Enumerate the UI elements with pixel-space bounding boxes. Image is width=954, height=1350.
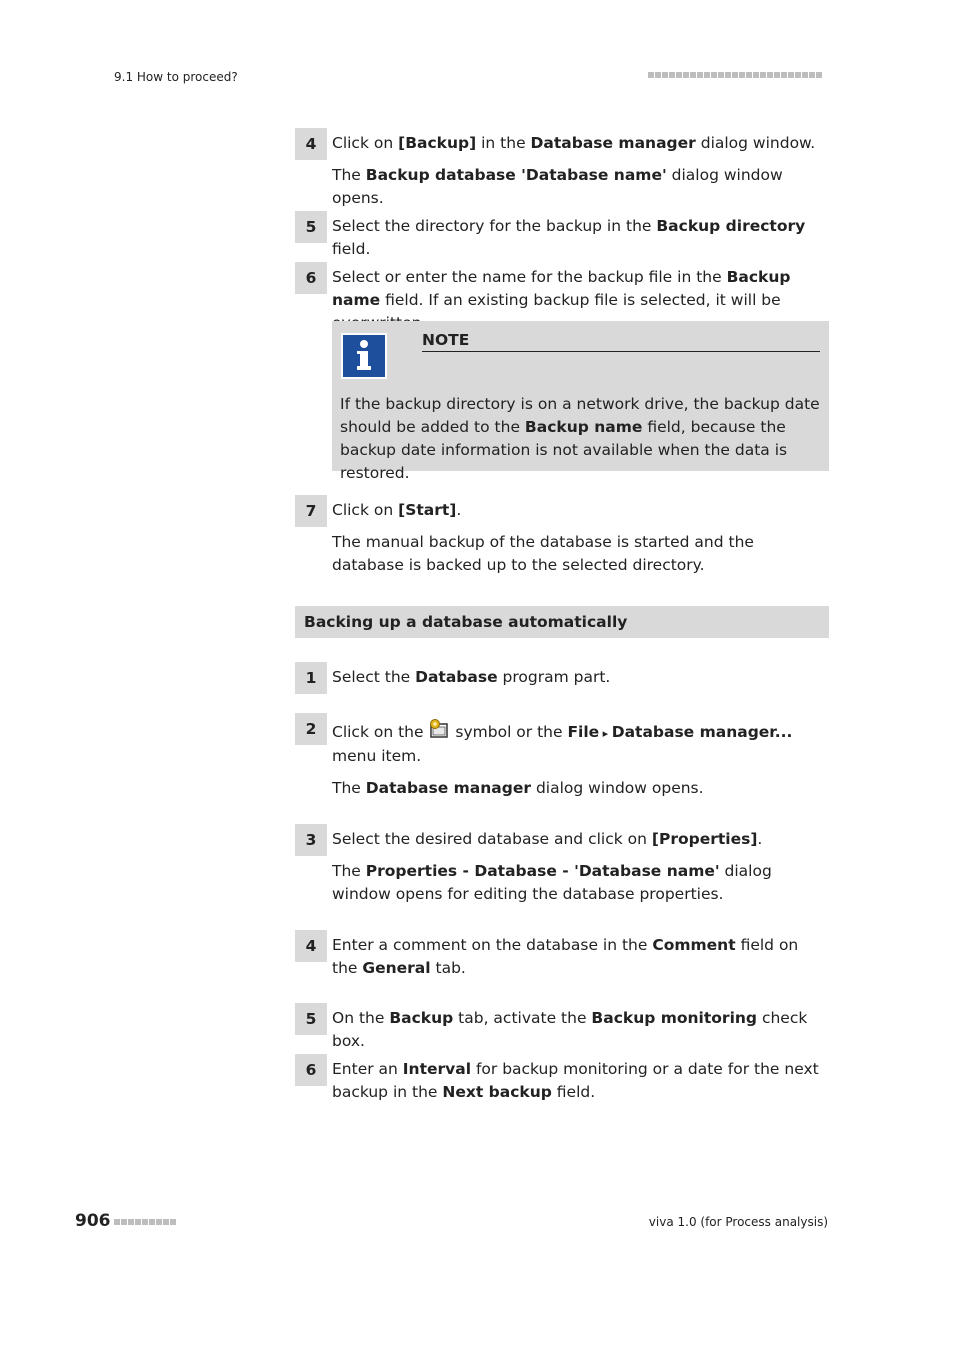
running-header-section: 9.1 How to proceed? [114, 70, 238, 84]
step-manual-7 [295, 495, 829, 577]
step-number: 7 [295, 495, 327, 527]
step-number: 6 [295, 1054, 327, 1086]
step-number: 4 [295, 930, 327, 962]
info-icon [341, 333, 387, 379]
step-number: 5 [295, 211, 327, 243]
step-text: Click on [Backup] in the Database manager dialog window. The Backup database 'Database name' dialog window opens. [332, 134, 816, 207]
step-text: Enter an Interval for backup monitoring or a date for the next backup in the Next backup field. [332, 1060, 819, 1101]
step-auto-4 [295, 930, 829, 980]
step-auto-6 [295, 1054, 829, 1104]
note-box [332, 321, 829, 482]
footer-product: viva 1.0 (for Process analysis) [648, 1215, 828, 1229]
step-auto-5 [295, 1003, 829, 1053]
footer-dots-decoration [114, 1219, 176, 1225]
step-number: 1 [295, 662, 327, 694]
step-auto-3 [295, 824, 829, 906]
step-text: On the Backup tab, activate the Backup monitoring check box. [332, 1009, 808, 1050]
database-manager-icon [429, 719, 449, 739]
page-number: 906 [75, 1211, 111, 1231]
step-text: Select the directory for the backup in the Backup directory field. [332, 217, 806, 258]
step-number: 3 [295, 824, 327, 856]
step-number: 6 [295, 262, 327, 294]
header-dots-decoration [648, 72, 822, 78]
step-number: 5 [295, 1003, 327, 1035]
step-number: 4 [295, 128, 327, 160]
step-text: Enter a comment on the database in the Comment field on the General tab. [332, 936, 799, 977]
step-number: 2 [295, 713, 327, 745]
step-text: Click on [Start]. The manual backup of the database is started and the database is backed up to the selected directory. [332, 501, 754, 574]
section-heading: Backing up a database automatically [295, 606, 829, 638]
step-text: Select the desired database and click on [Properties]. The Properties - Database - 'Database name' dialog window opens for editing the database properties. [332, 830, 772, 903]
step-manual-5 [295, 211, 829, 261]
step-text: Click on the symbol or the File ▸ Database manager... menu item. The Database manager dialog window opens. [327, 713, 824, 800]
step-text: Select or enter the name for the backup file in the Backup name field. If an existing backup file is selected, it will be [332, 268, 791, 309]
step-text: Select the Database program part. [332, 668, 611, 686]
note-title: NOTE [422, 331, 820, 352]
note-text: If the backup directory is on a network drive, the backup date should be added to the Backup name field, because the backup date information is not available when the data is restored. [340, 395, 820, 482]
step-auto-1 [295, 662, 829, 694]
step-manual-4 [295, 128, 829, 210]
step-auto-2 [295, 713, 829, 800]
